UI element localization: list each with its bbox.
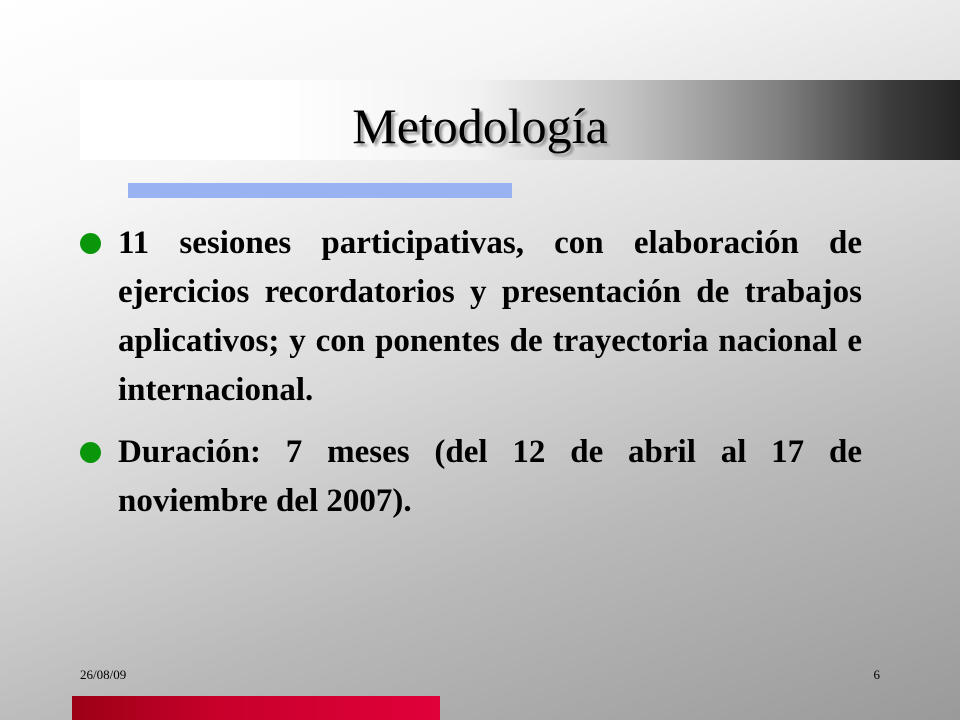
footer-page-number: 6 (873, 667, 880, 682)
bullet-dot-icon (80, 233, 101, 254)
bullet-list (80, 219, 862, 539)
bullet-item-sessions (80, 219, 862, 415)
bullet-item-duration (80, 428, 862, 526)
blue-accent-bar (128, 183, 512, 198)
bullet-dot-icon (80, 442, 101, 463)
slide-title: Metodología (352, 98, 608, 154)
footer-date: 26/08/09 (80, 667, 127, 682)
bullet-text-duration: Duración: 7 meses (del 12 de abril al 17 de noviembre del 2007). (118, 434, 862, 519)
red-accent-bar (72, 696, 440, 720)
bullet-text-sessions: 11 sesiones participativas, con elaboración de ejercicios recordatorios y presentación de trabajos aplicativos; y con ponentes de trayectoria nacional e internacional. (118, 225, 862, 408)
